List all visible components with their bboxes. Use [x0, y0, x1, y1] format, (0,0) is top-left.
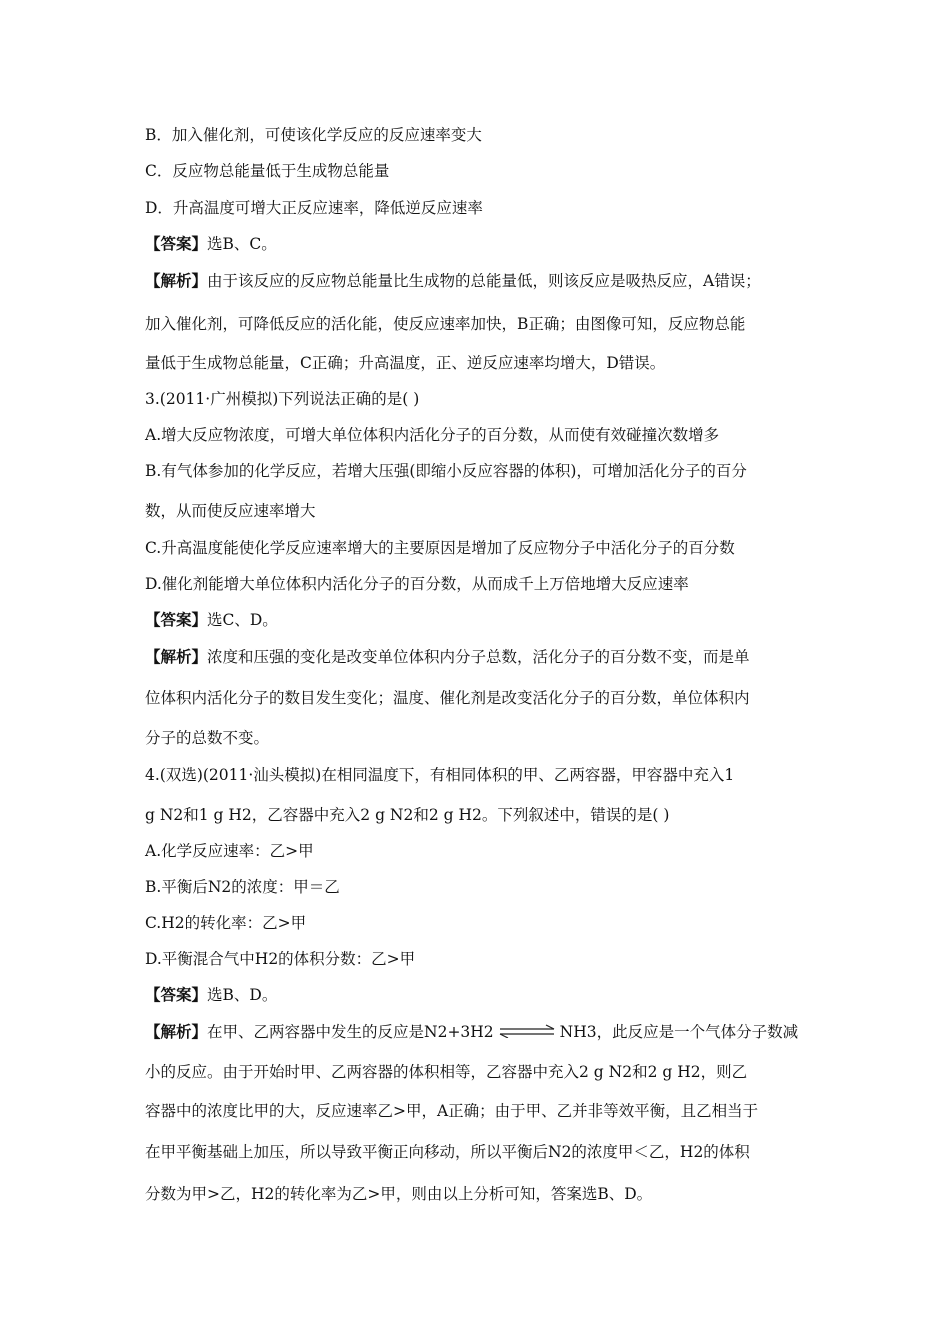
- q4-analysis-line-5: 分数为甲>乙，H2的转化率为乙>甲，则由以上分析可知，答案选B、D。: [145, 1185, 653, 1203]
- analysis-text-a: 在甲、乙两容器中发生的反应是N2+3H2: [207, 1023, 494, 1041]
- q3-option-b-line-1: B.有气体参加的化学反应，若增大压强(即缩小反应容器的体积)，可增加活化分子的百分: [145, 462, 747, 480]
- q4-stem-line-1: 4.(双选)(2011·汕头模拟)在相同温度下，有相同体积的甲、乙两容器，甲容器中充入1: [145, 766, 735, 784]
- answer-text: 选B、D。: [207, 986, 278, 1004]
- q2-analysis-line-2: 加入催化剂，可降低反应的活化能，使反应速率加快，B正确；由图像可知，反应物总能: [145, 315, 746, 333]
- answer-tag: 【答案】: [145, 610, 208, 629]
- q4-option-d: D.平衡混合气中H2的体积分数：乙>甲: [145, 950, 416, 968]
- q4-option-b: B.平衡后N2的浓度：甲＝乙: [145, 878, 340, 896]
- q3-option-b-line-2: 数，从而使反应速率增大: [145, 502, 316, 520]
- q2-answer: [145, 233, 830, 255]
- q4-analysis-line-4: 在甲平衡基础上加压，所以导致平衡正向移动，所以平衡后N2的浓度甲＜乙，H2的体积: [145, 1143, 750, 1161]
- q4-option-c: C.H2的转化率：乙>甲: [145, 914, 307, 932]
- analysis-tag: 【解析】: [145, 647, 208, 666]
- analysis-tag: 【解析】: [145, 1022, 208, 1041]
- q2-option-c: C．反应物总能量低于生成物总能量: [145, 162, 390, 180]
- analysis-text-b: NH3，此反应是一个气体分子数减: [559, 1023, 799, 1041]
- q2-option-b: B．加入催化剂，可使该化学反应的反应速率变大: [145, 126, 482, 144]
- q3-option-c: C.升高温度能使化学反应速率增大的主要原因是增加了反应物分子中活化分子的百分数: [145, 539, 735, 557]
- q2-option-d: D．升高温度可增大正反应速率，降低逆反应速率: [145, 199, 483, 217]
- q3-option-a: A.增大反应物浓度，可增大单位体积内活化分子的百分数，从而使有效碰撞次数增多: [145, 426, 720, 444]
- q2-analysis-line-3: 量低于生成物总能量，C正确；升高温度，正、逆反应速率均增大，D错误。: [145, 354, 666, 372]
- q3-answer: [145, 609, 830, 631]
- q4-analysis-line-3: 容器中的浓度比甲的大，反应速率乙>甲，A正确；由于甲、乙并非等效平衡，且乙相当于: [145, 1102, 759, 1120]
- q2-analysis-line-1: [145, 270, 830, 292]
- q3-analysis-line-2: 位体积内活化分子的数目发生变化；温度、催化剂是改变活化分子的百分数，单位体积内: [145, 689, 750, 707]
- q4-option-a: A.化学反应速率：乙>甲: [145, 842, 314, 860]
- analysis-tag: 【解析】: [145, 271, 208, 290]
- answer-tag: 【答案】: [145, 985, 208, 1004]
- q4-answer: [145, 984, 830, 1006]
- q3-option-d: D.催化剂能增大单位体积内活化分子的百分数，从而成千上万倍地增大反应速率: [145, 575, 689, 593]
- q4-analysis-line-1: [145, 1021, 830, 1043]
- q3-stem: 3.(2011·广州模拟)下列说法正确的是( ): [145, 390, 420, 408]
- answer-text: 选C、D。: [207, 611, 278, 629]
- analysis-text: 由于该反应的反应物总能量比生成物的总能量低，则该反应是吸热反应，A错误；: [207, 272, 761, 290]
- q3-analysis-line-3: 分子的总数不变。: [145, 729, 270, 747]
- q4-stem-line-2: g N2和1 g H2，乙容器中充入2 g N2和2 g H2。下列叙述中，错误的是( ): [145, 806, 670, 824]
- q3-analysis-line-1: [145, 646, 830, 668]
- answer-text: 选B、C。: [207, 235, 277, 253]
- equilibrium-arrow-icon: [498, 1022, 556, 1044]
- answer-tag: 【答案】: [145, 234, 208, 253]
- q4-analysis-line-2: 小的反应。由于开始时甲、乙两容器的体积相等，乙容器中充入2 g N2和2 g H2，则乙: [145, 1063, 748, 1081]
- analysis-text: 浓度和压强的变化是改变单位体积内分子总数，活化分子的百分数不变，而是单: [207, 648, 750, 666]
